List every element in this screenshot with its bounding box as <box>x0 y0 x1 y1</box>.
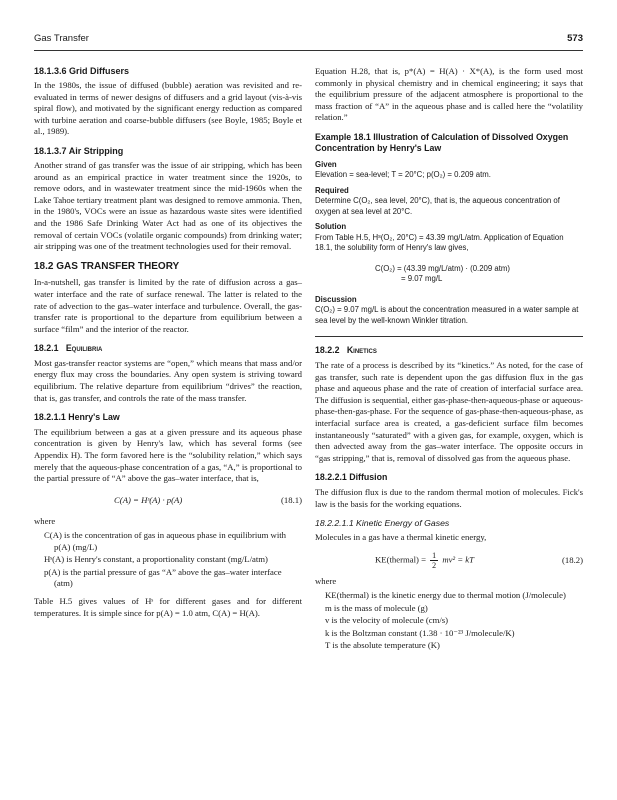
paragraph-gas-transfer-theory: In-a-nutshell, gas transfer is limited by the rate of diffusion across a gas–water interface and the rate of surface renewal. The latter is related to the rate of advection to the gas–water interface and turbulence. Overall, the gas-transfer rate is proportional to the departure from equilibrium between a surface “film” and the interior of the reactor. <box>34 277 302 334</box>
example-solution-label: Solution <box>315 222 347 232</box>
equation-18-1-body: C(A) = Hˢ(A) · p(A) <box>114 494 183 505</box>
example-given-text: Elevation = sea-level; T = 20°C; p(O₂) = 0.209 atm. <box>315 170 491 180</box>
definition-item: k is the Boltzman constant (1.38 · 10⁻²³ J/molecule/K) <box>325 627 515 638</box>
definition-item: T is the absolute temperature (K) <box>325 640 440 651</box>
section-number-equilibria: 18.2.1 <box>34 343 59 354</box>
definition-item: Hˢ(A) is Henry's constant, a proportionality constant (mg/L/atm) <box>44 554 268 565</box>
section-heading-equilibria <box>34 343 302 355</box>
paragraph-kinetics: The rate of a process is described by its “kinetics.” As noted, for the case of gas transfer, such rate is dependent upon the gas diffusion flux in the gas phase and aqueous phase and the rate of creation of interfacial surface area. The diffusion is sequential, either gas-phase-then-aqueous-phase or aqueous-phase-then-gas-phase. For the sequence of gas-phase-then-aqueous-phase, as interfacial surface area is created, a gas-deficient surface film becomes instantaneously “saturated” with a given gas, for example, oxygen, which is then advected away from the gas–water interface. The opposite occurs in “gas stripping,” that is, removal of dissolved gas from the aqueous phase. <box>315 360 583 463</box>
definition-item: p(A) is the partial pressure of gas “A” above the gas–water interface (atm) <box>44 566 282 589</box>
example-end-rule <box>315 336 583 337</box>
calc-line-1: C(O₂) = (43.39 mg/L/atm) · (0.209 atm) <box>375 263 510 273</box>
example-discussion-label: Discussion <box>315 294 357 304</box>
example-given-label: Given <box>315 159 337 169</box>
fraction-numerator: 1 <box>432 551 437 561</box>
paragraph-air-stripping: Another strand of gas transfer was the issue of air stripping, which has been around as an empirical practice in water treatment since the 1920s, to remove odors, and in wastewater treatment since the mid-1960s when the Lake Tahoe tertiary treatment plant was designed to remove ammonia. Then, in the 1980's, VOCs were an issue as hazardous waste sites were identified and the 1986 Safe Drinking Water Act had as one of its objectives the removal of certain VOCs (volatile organic compounds) from drinking water; air stripping was one of the treatment technologies used for their removal. <box>34 159 302 252</box>
definition-item: C(A) is the concentration of gas in aqueous phase in equilibrium with p(A) (mg/L) <box>44 530 286 552</box>
header-rule <box>34 50 583 51</box>
paragraph-diffusion: The diffusion flux is due to the random thermal motion of molecules. Fick's law is the basis for the working equations. <box>315 487 583 509</box>
definition-item: KE(thermal) is the kinetic energy due to thermal motion (J/molecule) <box>325 589 566 600</box>
equation-18-2-right: mv² = kT <box>442 554 474 565</box>
example-solution-text: From Table H.5, Hˢ(O₂, 20°C) = 43.39 mg/L/atm. Application of Equation 18.1, the solubility form of Henry's law gives, <box>315 232 564 253</box>
section-title-equilibria: Equilibria <box>65 343 103 354</box>
right-column <box>315 66 583 658</box>
left-column <box>34 66 302 627</box>
definitions-list <box>44 530 302 590</box>
paragraph-grid-diffusers: In the 1980s, the issue of diffused (bubble) aeration was revisited and re-evaluated in terms of newer designs of diffusers and a grid layout (vis-à-vis spiral flow), and motivated by the significant energy reduction as compared with turbine aeration and coarse-bubble diffusers (see Boyle, 1985; Boyle et al., 1989). <box>34 80 302 137</box>
calc-line-2: = 9.07 mg/L <box>401 274 443 284</box>
example-discussion-text: C(O₂) = 9.07 mg/L is about the concentration measured in a water sample at sea level by the well-known Winkler titration. <box>315 305 579 325</box>
section-number-kinetics: 18.2.2 <box>315 345 340 356</box>
definitions-list <box>325 590 583 652</box>
equation-18-2 <box>315 551 583 570</box>
example-title: Example 18.1 Illustration of Calculation of Dissolved Oxygen Concentration by Henry's Law <box>315 131 569 153</box>
paragraph-kinetic-energy: Molecules in a gas have a thermal kinetic energy, <box>315 531 487 542</box>
equation-18-2-number: (18.2) <box>562 555 583 566</box>
equation-18-1-number: (18.1) <box>281 494 302 505</box>
running-head-title: Gas Transfer <box>34 33 89 44</box>
section-heading-henrys-law: 18.2.1.1 Henry's Law <box>34 412 120 423</box>
paragraph-henrys-law: The equilibrium between a gas at a given pressure and its aqueous phase concentration is given by Henry's law, which has several forms (see Appendix H). The form favored here is the “solubility relation,” which says merely that the aqueous-phase concentration of a gas, “A,” is proportional to the partial pressure of “A” above the gas–water interface, that is, <box>34 426 302 484</box>
definition-item: v is the velocity of molecule (cm/s) <box>325 615 449 626</box>
equation-18-2-body <box>375 551 474 570</box>
where-label: where <box>315 576 337 587</box>
page-number: 573 <box>567 33 583 44</box>
equation-18-2-left: KE(thermal) = <box>375 554 426 565</box>
definition-item: m is the mass of molecule (g) <box>325 602 428 613</box>
example-calculation <box>375 264 583 285</box>
paragraph-table-h5: Table H.5 gives values of Hˢ for different gases and for different temperatures. It is simple since for p(A) = 1.0 atm, C(A) = H(A). <box>34 595 302 618</box>
section-heading-gas-transfer-theory: 18.2 GAS TRANSFER THEORY <box>34 260 180 272</box>
section-heading-kinetic-energy: 18.2.2.1.1 Kinetic Energy of Gases <box>315 518 450 529</box>
section-heading-grid-diffusers: 18.1.3.6 Grid Diffusers <box>34 66 130 76</box>
equation-18-2-fraction <box>430 551 438 570</box>
example-18-1 <box>315 132 583 327</box>
paragraph-equilibria: Most gas-transfer reactor systems are “open,” which means that mass and/or energy flux may cross the boundaries. Any open system is striving toward equilibrium. The relative departure from equilibrium “drives” the reaction, that is, gas transfer, and controls the rate of the mass transfer. <box>34 357 302 403</box>
section-heading-kinetics <box>315 345 583 357</box>
example-required-label: Required <box>315 185 349 195</box>
example-required-text: Determine C(O₂, sea level, 20°C), that is, the aqueous concentration of oxygen at sea level at 20°C. <box>315 196 560 216</box>
section-heading-diffusion: 18.2.2.1 Diffusion <box>315 472 388 483</box>
section-heading-air-stripping: 18.1.3.7 Air Stripping <box>34 145 124 156</box>
section-title-kinetics: Kinetics <box>346 345 377 356</box>
running-head <box>34 33 583 47</box>
fraction-denominator: 2 <box>432 561 437 571</box>
paragraph-volatility-relation: Equation H.28, that is, p*(A) = H(A) · X*(A), is the form used most commonly in physical chemistry and in chemical engineering; it says that the equilibrium pressure of the adjacent atmosphere is proportional to the mass fraction of “A” in the aqueous phase and is called here the “volatility relation.” <box>315 66 583 123</box>
where-label: where <box>34 516 56 527</box>
equation-18-1 <box>34 495 302 507</box>
